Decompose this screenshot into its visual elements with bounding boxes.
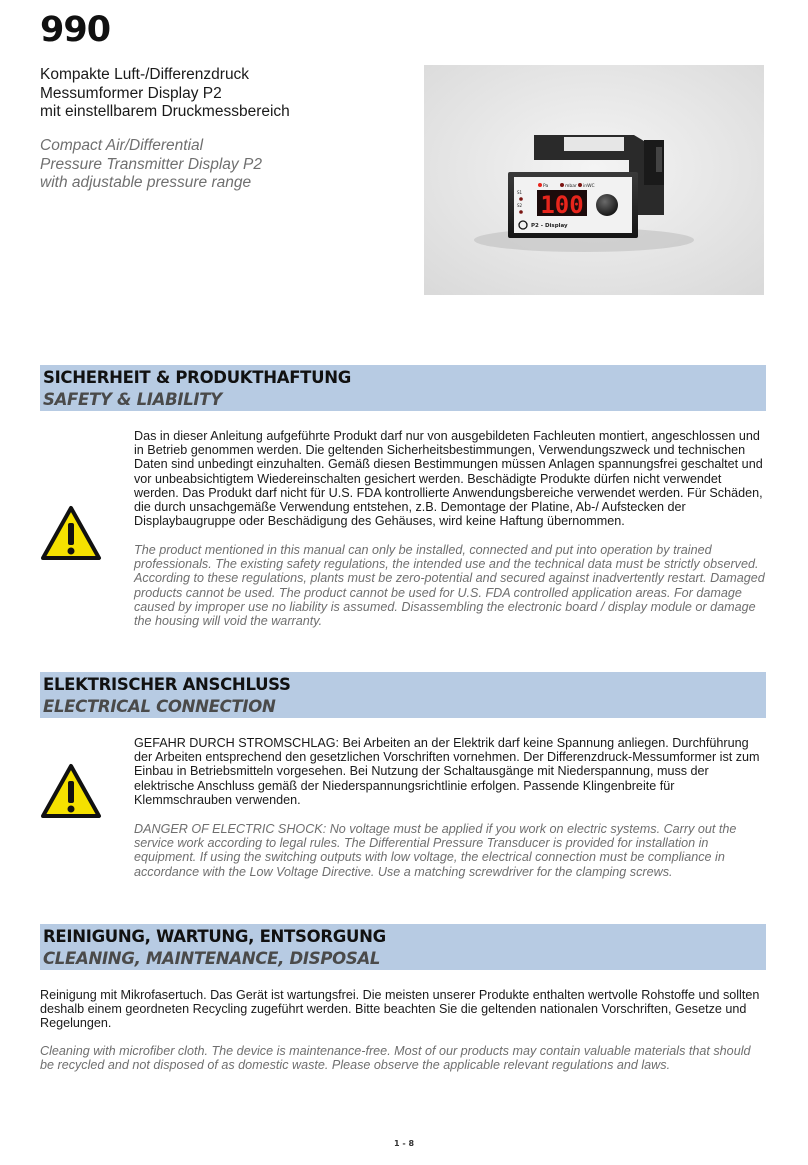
- title-en-line: with adjustable pressure range: [40, 174, 252, 191]
- title-de-line: mit einstellbarem Druckmessbereich: [40, 103, 290, 120]
- title-english: [40, 137, 262, 193]
- title-de-line: Messumformer Display P2: [40, 84, 222, 102]
- section-title-de: REINIGUNG, WARTUNG, ENTSORGUNG: [43, 927, 386, 946]
- indicator-label: S2: [517, 203, 523, 208]
- section-title-de: ELEKTRISCHER ANSCHLUSS: [43, 675, 291, 694]
- unit-label: mbar: [565, 184, 577, 189]
- device-label: P2 - Display: [531, 223, 568, 229]
- warning-triangle-icon: [40, 763, 102, 819]
- electrical-text-de: GEFAHR DURCH STROMSCHLAG: Bei Arbeiten an der Elektrik darf keine Spannung anliegen. Durchführung der Arbeiten entsprechend den gesetzlichen Vorschriften vornehmen. Der Differenzdruck-Messumformer ist zum Einbau in Betriebsmitteln vorgesehen. Bei Nutzung der Schaltausgänge mit Niederspannung, muss der elektrische Anschluss gemäß der Niederspannungsrichtlinie erfolgen. Passende Klingenbreite für Klemmschrauben verwenden.: [134, 736, 760, 807]
- safety-text-de: Das in dieser Anleitung aufgeführte Produkt darf nur von ausgebildeten Fachleuten montiert, angeschlossen und in Betrieb genommen werden. Die geltenden Sicherheitsbestimmungen, Verwendungszweck und technischen Daten sind unbedingt einzuhalten. Gemäß diesen Bestimmungen müssen Anlagen spannungsfrei geschaltet und vor unbeabsichtigtem Wiedereinschalten gesichert werden. Beschädigte Produkte dürfen nicht verwendet werden. Das Produkt darf nicht für U.S. FDA kontrollierte Anwendungsbereiche verwendet werden. Für Schäden, die durch unsachgemäße Verwendung entstehen, z.B. Demontage der Platine, Ab-/ Aufstecken der Displaybaugruppe oder Beschädigung des Gehäuses, wird keine Haftung übernommen.: [134, 429, 763, 529]
- title-en-line: Compact Air/Differential: [40, 137, 204, 154]
- section-header-safety: [40, 365, 766, 411]
- led-s2: [519, 210, 523, 214]
- indicator-label: S1: [517, 190, 523, 195]
- title-german: [40, 66, 290, 122]
- section-header-electrical: [40, 672, 766, 718]
- safety-text-en: The product mentioned in this manual can only be installed, connected and put into operation by trained professionals. The existing safety regulations, the intended use and the technical data must be strictly observed. According to these regulations, plants must be zero-potential and secured against inadvertently restart. Damaged products cannot be used. The product cannot be used for U.S. FDA controlled application areas. For damage caused by improper use no liability is assumed. Disassembling the electronic board / display module or damage the housing will void the warranty.: [134, 543, 765, 629]
- led-mbar: [560, 183, 564, 187]
- adjust-knob-icon: [596, 194, 618, 216]
- title-de-line: Kompakte Luft-/Differenzdruck: [40, 66, 250, 83]
- led-pa: [538, 183, 542, 187]
- section-title-en: SAFETY & LIABILITY: [43, 390, 222, 409]
- page-number: 1 - 8: [393, 1139, 415, 1148]
- electrical-text-en: DANGER OF ELECTRIC SHOCK: No voltage must be applied if you work on electric systems. Carry out the service work according to legal rules. The Differential Pressure Transducer is provided for installation in equipment. If using the switching outputs with low voltage, the electrical connection must be compliance in accordance with the Low Voltage Directive. Use a matching screwdriver for the clamping screws.: [134, 822, 737, 879]
- unit-label: Pa: [543, 184, 549, 189]
- section-title-en: ELECTRICAL CONNECTION: [43, 697, 276, 716]
- product-photo: [424, 65, 764, 295]
- cleaning-text-de: Reinigung mit Mikrofasertuch. Das Gerät ist wartungsfrei. Die meisten unserer Produkte enthalten wertvolle Rohstoffe und sollten deshalb einem geordneten Recycling zugeführt werden. Bitte beachten Sie die geltenden nationalen Vorschriften, Gesetze und Regelungen.: [40, 988, 760, 1031]
- warning-triangle-icon: [40, 505, 102, 561]
- section-title-de: SICHERHEIT & PRODUKTHAFTUNG: [43, 368, 351, 387]
- led-inwc: [578, 183, 582, 187]
- section-title-en: CLEANING, MAINTENANCE, DISPOSAL: [43, 949, 381, 968]
- cleaning-text-en: Cleaning with microfiber cloth. The device is maintenance-free. Most of our products may contain valuable materials that should be recycled and not disposed of as domestic waste. Please observe the applicable relevant regulations and laws.: [40, 1044, 751, 1073]
- title-en-line: Pressure Transmitter Display P2: [40, 155, 262, 173]
- display-readout: 100: [540, 191, 584, 219]
- model-number: 990: [40, 10, 111, 50]
- unit-label: inWC: [583, 184, 595, 189]
- section-header-cleaning: [40, 924, 766, 970]
- led-s1: [519, 197, 523, 201]
